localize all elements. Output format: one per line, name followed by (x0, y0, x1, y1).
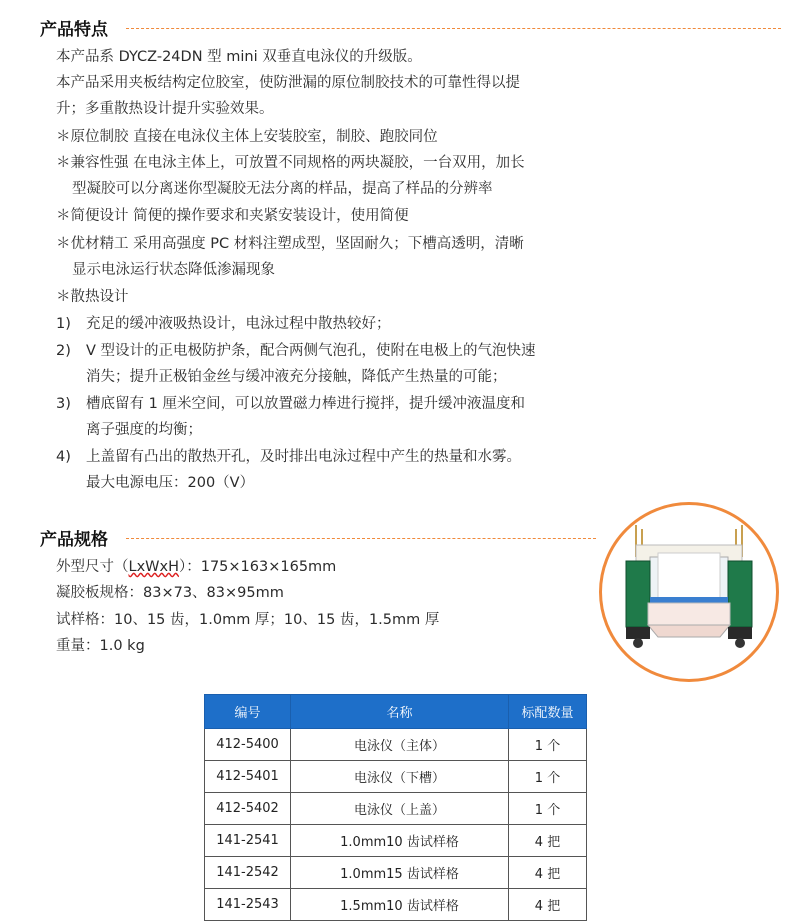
cell-qty: 1 个 (509, 729, 587, 761)
item-number: 4) (56, 449, 71, 465)
feature-line: 本产品系 DYCZ-24DN 型 mini 双垂直电泳仪的升级版。 (56, 49, 422, 65)
cell-code: 412-5401 (205, 761, 291, 793)
dims-unit: LxWxH (128, 559, 179, 575)
spec-gel: 凝胶板规格：83×73、83×95mm (56, 585, 284, 601)
cell-name: 电泳仪（上盖） (291, 793, 509, 825)
numbered-item (56, 338, 536, 364)
parts-table (204, 694, 587, 921)
cell-qty: 1 个 (509, 793, 587, 825)
spec-dimensions (56, 554, 336, 580)
specs-divider (126, 538, 596, 539)
product-photo (599, 502, 779, 682)
specs-title: 产品规格 (40, 529, 108, 550)
spec-weight: 重量：1.0 kg (56, 638, 145, 654)
cell-code: 141-2543 (205, 889, 291, 921)
table-row (205, 889, 587, 921)
feature-bullet: ＊优材精工 采用高强度 PC 材料注塑成型，坚固耐久；下槽高透明，清晰 (56, 236, 524, 252)
col-header-code: 编号 (205, 695, 291, 729)
feature-bullet-cont: 显示电泳运行状态降低渗漏现象 (72, 262, 275, 278)
item-text: 上盖留有凸出的散热开孔，及时排出电泳过程中产生的热量和水雾。 (86, 449, 521, 465)
cell-code: 141-2542 (205, 857, 291, 889)
table-row (205, 793, 587, 825)
cell-qty: 4 把 (509, 825, 587, 857)
item-text-cont: 消失；提升正极铂金丝与缓冲液充分接触，降低产生热量的可能； (86, 369, 507, 385)
item-number: 1) (56, 316, 71, 332)
table-row (205, 825, 587, 857)
cell-code: 412-5400 (205, 729, 291, 761)
item-number: 3) (56, 396, 71, 412)
numbered-item (56, 311, 391, 337)
item-text-cont: 最大电源电压：200（V） (86, 475, 255, 491)
feature-line: 升；多重散热设计提升实验效果。 (56, 101, 274, 117)
cell-qty: 4 把 (509, 889, 587, 921)
table-row (205, 729, 587, 761)
item-text: 充足的缓冲液吸热设计，电泳过程中散热较好； (86, 316, 391, 332)
cell-code: 412-5402 (205, 793, 291, 825)
feature-bullet: ＊简便设计 简便的操作要求和夹紧安装设计，使用简便 (56, 208, 409, 224)
cell-name: 1.5mm10 齿试样格 (291, 889, 509, 921)
dims-suffix: ）：175×163×165mm (178, 559, 337, 575)
col-header-name: 名称 (291, 695, 509, 729)
dims-prefix: 外型尺寸（ (56, 559, 129, 575)
cell-name: 1.0mm15 齿试样格 (291, 857, 509, 889)
features-divider (126, 28, 781, 29)
electrophoresis-unit-illustration (602, 505, 776, 679)
table-row (205, 761, 587, 793)
col-header-qty: 标配数量 (509, 695, 587, 729)
cell-qty: 1 个 (509, 761, 587, 793)
item-text-cont: 离子强度的均衡； (86, 422, 202, 438)
cell-code: 141-2541 (205, 825, 291, 857)
item-number: 2) (56, 343, 71, 359)
cell-name: 1.0mm10 齿试样格 (291, 825, 509, 857)
cell-name: 电泳仪（下槽） (291, 761, 509, 793)
table-row (205, 857, 587, 889)
numbered-item (56, 391, 525, 417)
feature-bullet: ＊散热设计 (56, 289, 129, 305)
item-text: V 型设计的正电极防护条，配合两侧气泡孔，使附在电极上的气泡快速 (86, 343, 536, 359)
spec-comb: 试样格：10、15 齿，1.0mm 厚；10、15 齿，1.5mm 厚 (56, 612, 440, 628)
table-header-row (205, 695, 587, 729)
feature-bullet: ＊兼容性强 在电泳主体上，可放置不同规格的两块凝胶，一台双用，加长 (56, 155, 525, 171)
cell-qty: 4 把 (509, 857, 587, 889)
feature-line: 本产品采用夹板结构定位胶室，使防泄漏的原位制胶技术的可靠性得以提 (56, 75, 520, 91)
feature-bullet: ＊原位制胶 直接在电泳仪主体上安装胶室，制胶、跑胶同位 (56, 129, 438, 145)
numbered-item (56, 444, 521, 470)
cell-name: 电泳仪（主体） (291, 729, 509, 761)
features-title: 产品特点 (40, 19, 108, 40)
item-text: 槽底留有 1 厘米空间，可以放置磁力棒进行搅拌，提升缓冲液温度和 (86, 396, 525, 412)
feature-bullet-cont: 型凝胶可以分离迷你型凝胶无法分离的样品，提高了样品的分辨率 (72, 181, 493, 197)
